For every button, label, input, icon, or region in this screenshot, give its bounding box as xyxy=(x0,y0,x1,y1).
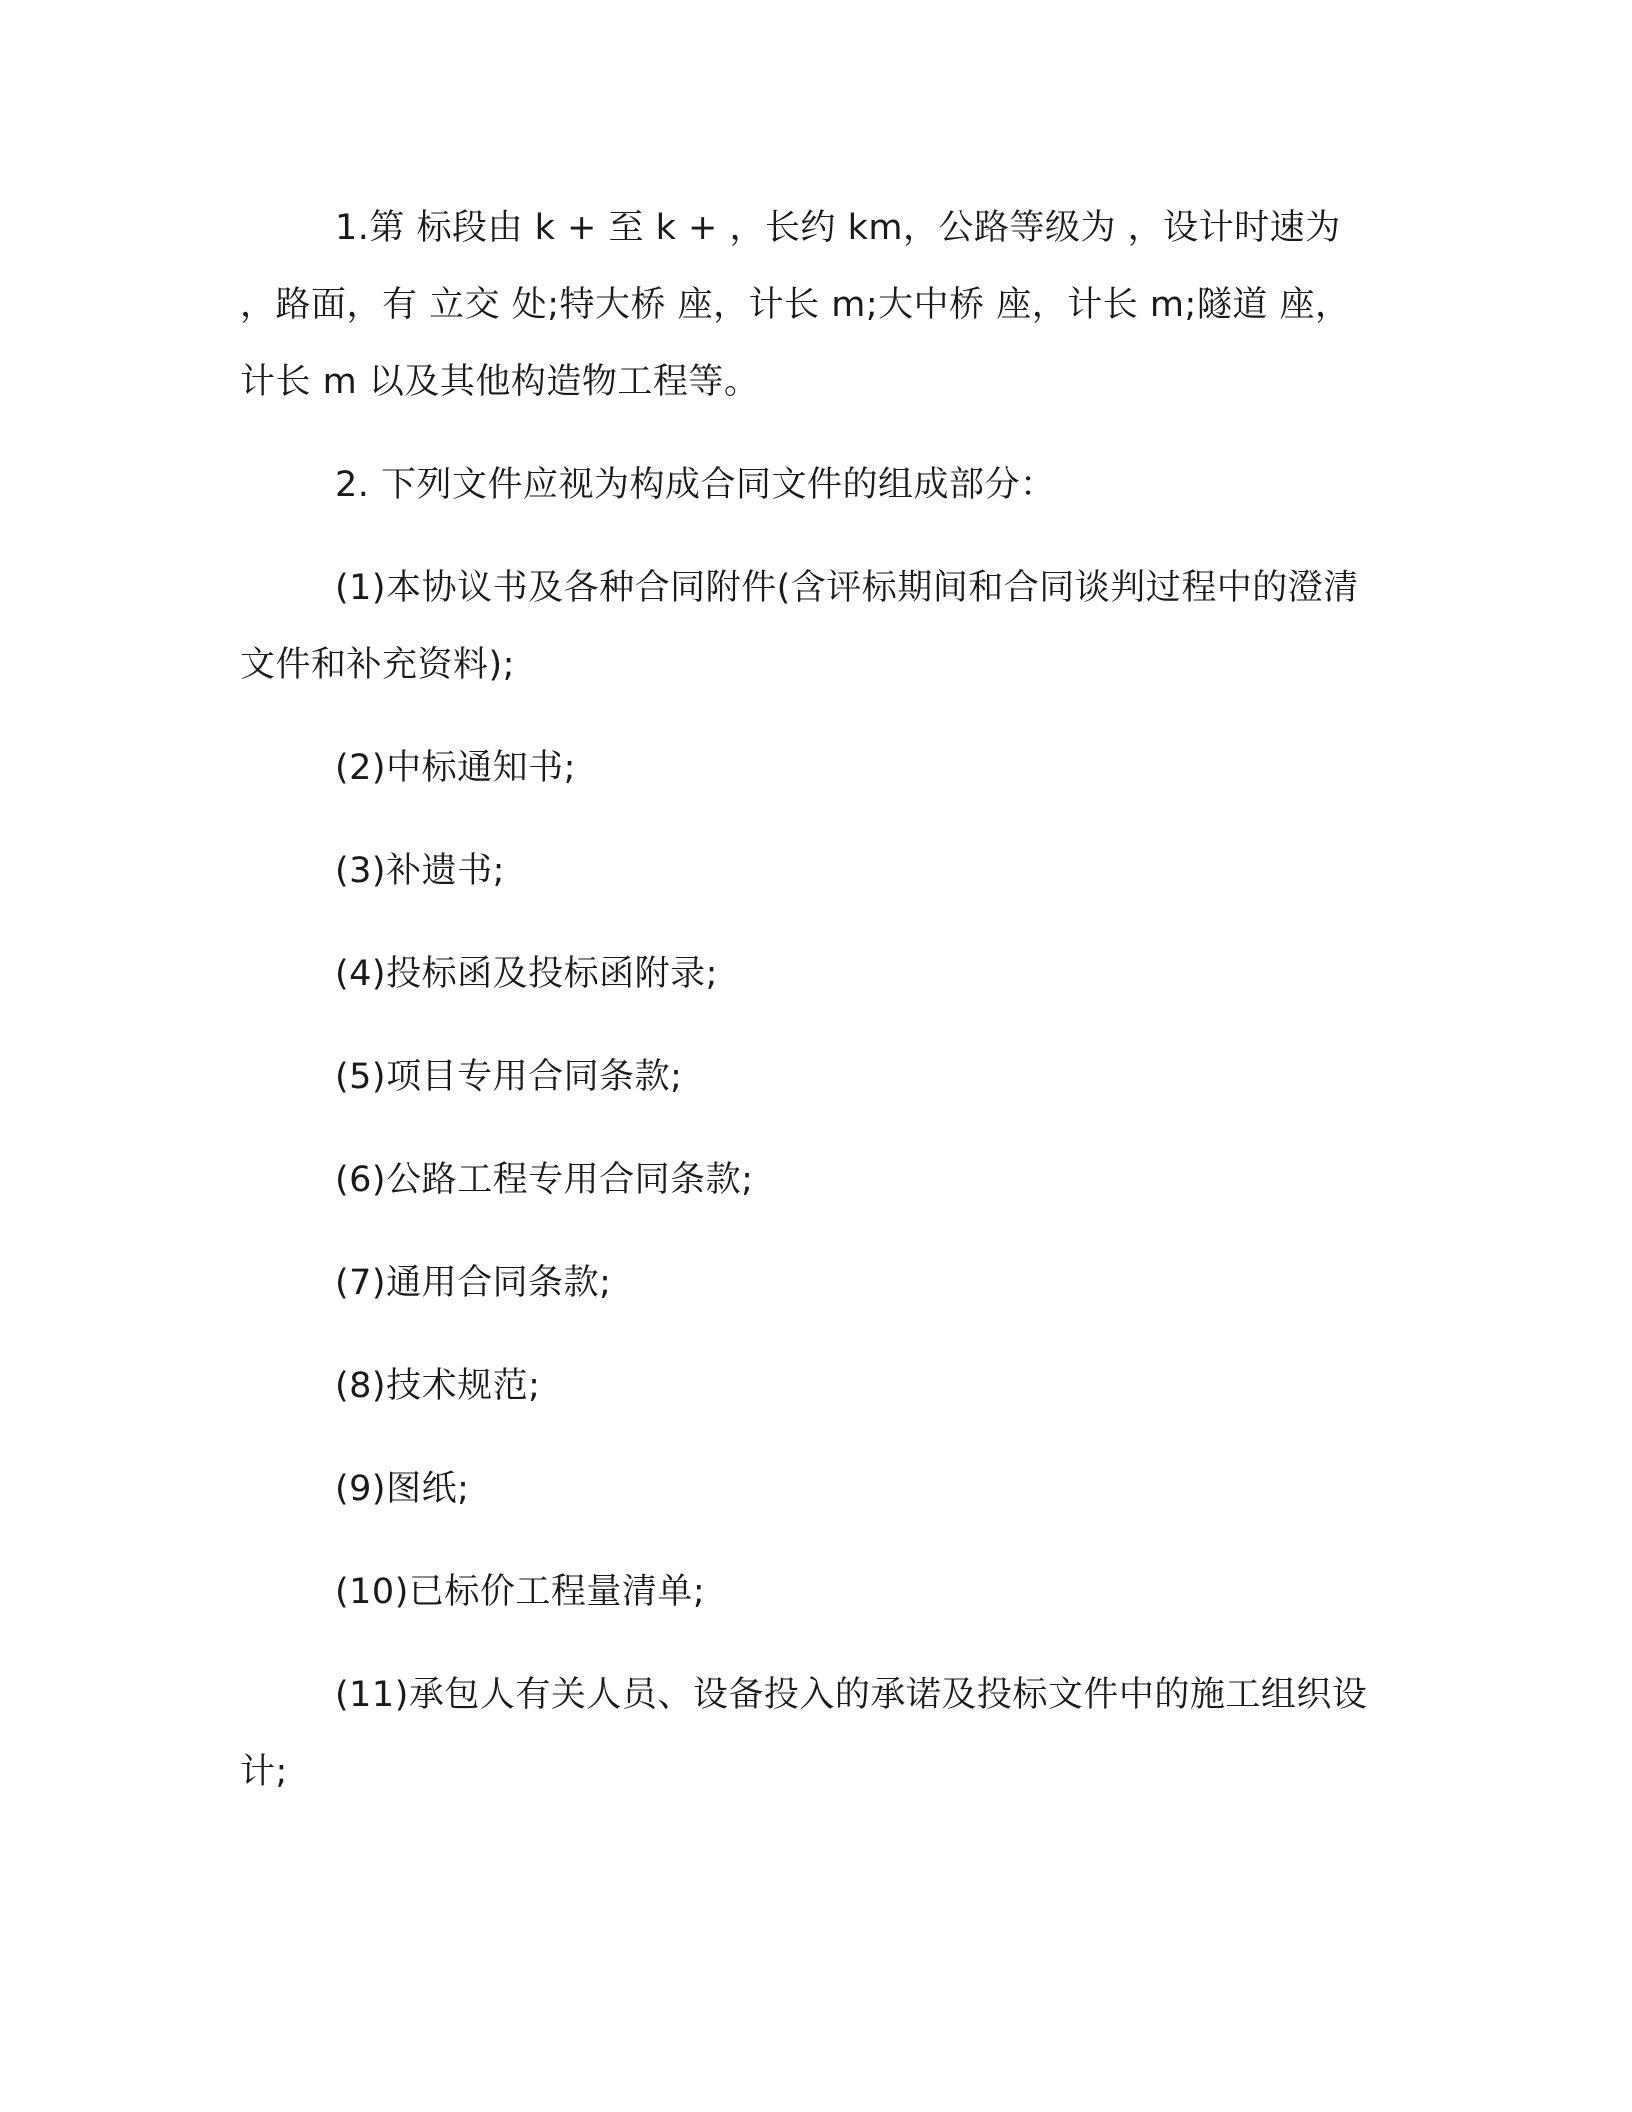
paragraph-project-scope: 1.第 标段由 k + 至 k + ，长约 km，公路等级为 ，设计时速为 ，路面，有 立交 处;特大桥 座，计长 m;大中桥 座，计长 m;隧道 座，计长 m 以及其他构造物工程等。 xyxy=(240,208,1351,402)
list-item-general-terms: (7)通用合同条款; xyxy=(335,1263,612,1303)
paragraph-contract-documents-intro: 2. 下列文件应视为构成合同文件的组成部分： xyxy=(335,465,1056,505)
document-body xyxy=(240,190,1380,1837)
list-item-technical-specs: (8)技术规范; xyxy=(335,1366,541,1406)
list-item-highway-special-terms: (6)公路工程专用合同条款; xyxy=(335,1160,754,1200)
list-item-bid-letter: (4)投标函及投标函附录; xyxy=(335,954,718,994)
list-item-drawings: (9)图纸; xyxy=(335,1469,470,1509)
list-item-agreement: (1)本协议书及各种合同附件(含评标期间和合同谈判过程中的澄清文件和补充资料); xyxy=(240,568,1359,685)
list-item-award-notice: (2)中标通知书; xyxy=(335,748,576,788)
list-item-project-special-terms: (5)项目专用合同条款; xyxy=(335,1057,683,1097)
list-item-contractor-commitments: (11)承包人有关人员、设备投入的承诺及投标文件中的施工组织设计; xyxy=(240,1675,1368,1792)
list-item-priced-bill: (10)已标价工程量清单; xyxy=(335,1572,706,1612)
list-item-addenda: (3)补遗书; xyxy=(335,851,505,891)
